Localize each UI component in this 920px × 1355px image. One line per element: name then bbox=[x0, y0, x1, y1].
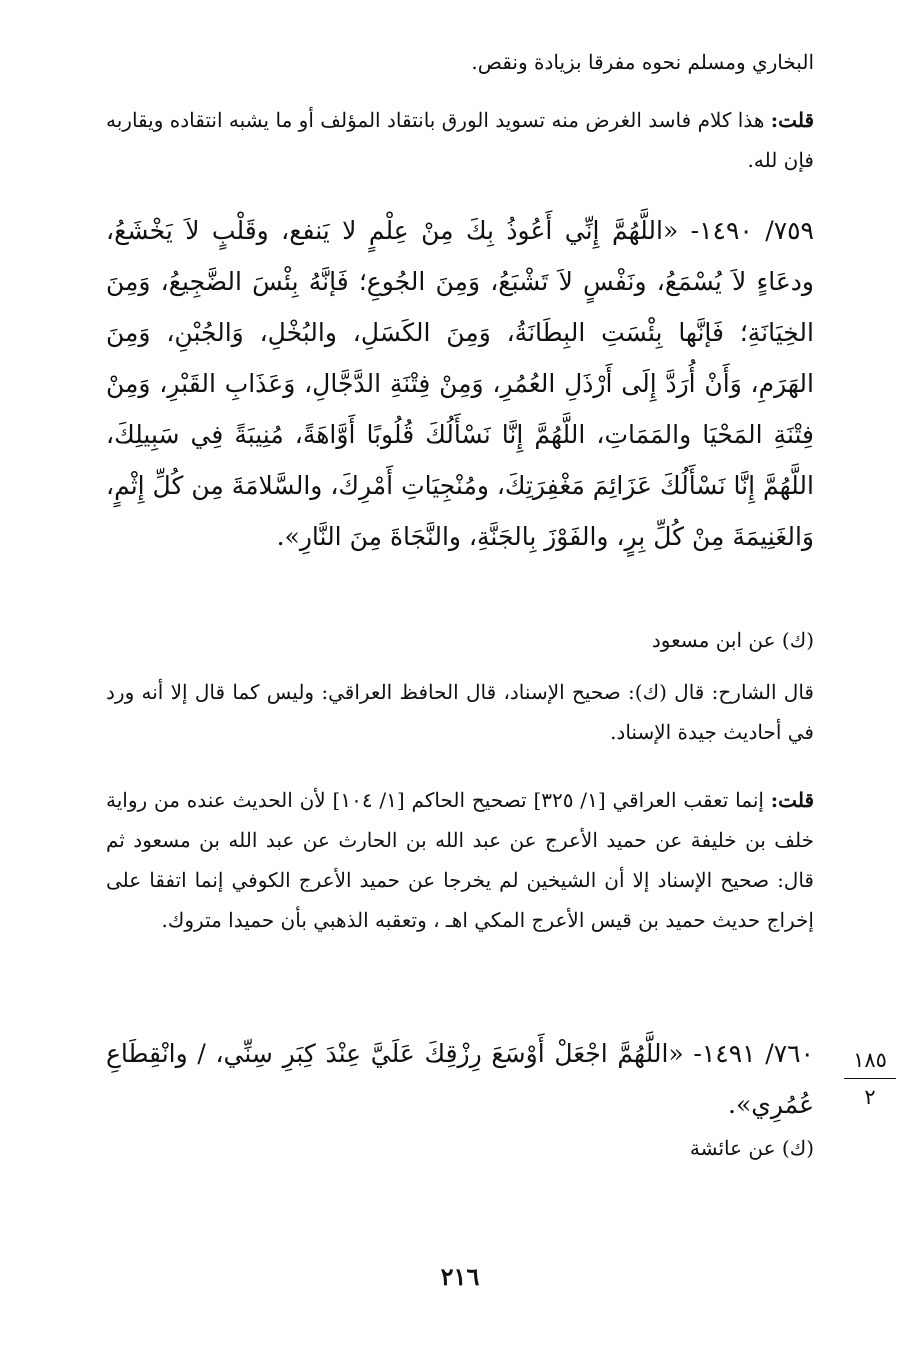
hadith-759: ٧٥٩/ ١٤٩٠- «اللَّهُمَّ إِنِّي أَعُوذُ بِكَ مِنْ عِلْمٍ لا يَنفع، وقَلْبٍ لاَ يَخْشَعُ، ودعَاءٍ لاَ يُسْمَعُ، ونَفْسٍ لاَ تَشْبَعُ، وَمِنَ الجُوعِ؛ فَإنَّهُ بِئْسَ الضَّجِيعُ، وَمِنَ الخِيَانَةِ؛ فَإنَّها بِئْسَتِ البِطَانَةُ، وَمِنَ الكَسَلِ، والبُخْلِ، وَالجُبْنِ، وَمِنَ الهَرَمِ، وَأَنْ أُرَدَّ إِلَى أَرْذَلِ العُمُرِ، وَمِنْ فِتْنَةِ الدَّجَّالِ، وَعَذَابِ القَبْرِ، وَمِنْ فِتْنَةِ المَحْيَا والمَمَاتِ، اللَّهُمَّ إِنَّا نَسْأَلُكَ قُلُوبًا أَوَّاهَةً، مُنِيبَةً فِي سَبِيلِكَ، اللَّهُمَّ إِنَّا نَسْأَلُكَ عَزَائِمَ مَغْفِرَتِكَ، ومُنْجِيَاتِ أَمْرِكَ، والسَّلامَةَ مِن كُلِّ إِثْمٍ، وَالغَنِيمَةَ مِنْ كُلِّ بِرٍ، والفَوْزَ بِالجَنَّةِ، والنَّجَاةَ مِنَ النَّارِ». bbox=[106, 216, 814, 551]
hadith-760-source: (ك) عن عائشة bbox=[689, 1136, 814, 1160]
margin-part: ٢ bbox=[864, 1085, 876, 1109]
continuation-line: البخاري ومسلم نحوه مفرقا بزيادة ونقص. bbox=[471, 50, 814, 74]
note-text: إنما تعقب العراقي [١/ ٣٢٥] تصحيح الحاكم [١/ ١٠٤] لأن الحديث عنده من رواية خلف بن خليفة عن حميد الأعرج عن عبد الله بن الحارث عن عبد الله بن مسعود ثم قال: صحيح الإسناد إلا أن الشيخين لم يخرجا عن حميد الأعرج الكوفي إنما اتفقا على إخراج حديث حميد بن قيس الأعرج المكي اهـ ، وتعقبه الذهبي بأن حميدا متروك. bbox=[106, 788, 814, 932]
margin-divider bbox=[844, 1078, 896, 1079]
page-number: ٢١٦ bbox=[440, 1262, 480, 1291]
commentary-note-1 bbox=[106, 100, 814, 180]
note-lead: قلت: bbox=[770, 788, 814, 812]
hadith-760: ٧٦٠/ ١٤٩١- «اللَّهُمَّ اجْعَلْ أَوْسَعَ رِزْقِكَ عَلَيَّ عِنْدَ كِبَرِ سِنِّي، / وانْقِطَاعِ عُمُرِي». bbox=[106, 1039, 814, 1119]
commentary-note-2 bbox=[106, 780, 814, 940]
sharih-commentary: قال الشارح: قال (ك): صحيح الإسناد، قال الحافظ العراقي: وليس كما قال إلا أنه ورد في أحاديث جيدة الإسناد. bbox=[106, 680, 814, 744]
note-lead: قلت: bbox=[770, 108, 814, 132]
margin-reference bbox=[842, 1046, 898, 1111]
margin-volume: ١٨٥ bbox=[853, 1048, 887, 1072]
hadith-759-source: (ك) عن ابن مسعود bbox=[651, 628, 814, 652]
note-text: هذا كلام فاسد الغرض منه تسويد الورق بانتقاد المؤلف أو ما يشبه انتقاده ويقاربه فإن لله. bbox=[106, 108, 814, 172]
